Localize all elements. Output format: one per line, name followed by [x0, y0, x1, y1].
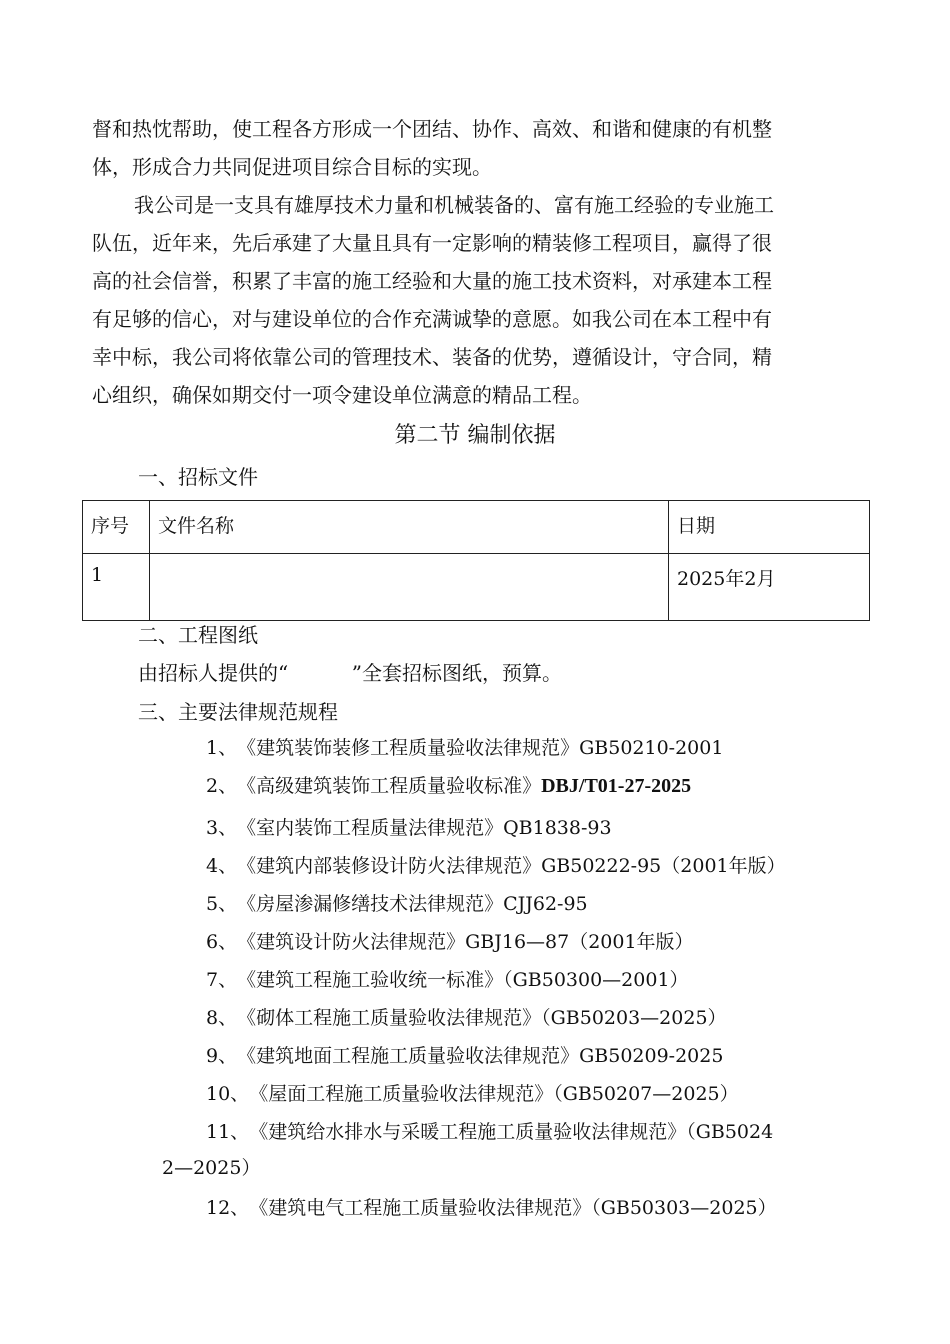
list-item: 12、《建筑电气工程施工质量验收法律规范》（GB50303—2025）: [206, 1197, 777, 1219]
subheading-standards: 三、主要法律规范规程: [138, 700, 338, 724]
header-cell-name: 文件名称: [150, 501, 669, 554]
list-item: 11、《建筑给水排水与采暖工程施工质量验收法律规范》（GB5024: [206, 1121, 774, 1143]
list-item: 4、《建筑内部装修设计防火法律规范》GB50222-95（2001年版）: [206, 855, 786, 877]
text-line: 队伍，近年来，先后承建了大量且具有一定影响的精装修工程项目，赢得了很: [92, 231, 772, 255]
paragraph-company-profile: [92, 186, 862, 414]
text-line: 心组织，确保如期交付一项令建设单位满意的精品工程。: [92, 383, 592, 407]
list-item: 3、《室内装饰工程质量法律规范》QB1838-93: [206, 817, 612, 839]
table-header-row: [83, 501, 870, 554]
text-line: 有足够的信心，对与建设单位的合作充满诚挚的意愿。如我公司在本工程中有: [92, 307, 772, 331]
list-item: 5、《房屋渗漏修缮技术法律规范》CJJ62-95: [206, 893, 588, 915]
list-item: 7、《建筑工程施工验收统一标准》（GB50300—2001）: [206, 969, 689, 991]
text-line: 督和热忱帮助，使工程各方形成一个团结、协作、高效、和谐和健康的有机整: [92, 117, 772, 141]
cell-name: [150, 554, 669, 621]
standard-code: DBJ/T01-27-2025: [541, 775, 692, 797]
table-row: [83, 554, 870, 621]
list-item: 2、《高级建筑装饰工程质量验收标准》DBJ/T01-27-2025: [206, 775, 692, 797]
list-item: 1、《建筑装饰装修工程质量验收法律规范》GB50210-2001: [206, 737, 724, 759]
drawings-description: 由招标人提供的“ ”全套招标图纸，预算。: [138, 661, 563, 685]
cell-date: 2025年2月: [669, 554, 870, 621]
subheading-bidding-documents: 一、招标文件: [138, 465, 258, 489]
section-title: 第二节 编制依据: [394, 423, 556, 448]
header-cell-index: 序号: [83, 501, 150, 554]
list-item-continuation: 2—2025）: [162, 1157, 261, 1179]
text-line: 体，形成合力共同促进项目综合目标的实现。: [92, 155, 492, 179]
text-line: 幸中标，我公司将依靠公司的管理技术、装备的优势，遵循设计，守合同，精: [92, 345, 772, 369]
paragraph-intro-continuation: [92, 110, 862, 186]
header-cell-date: 日期: [669, 501, 870, 554]
text-line: 高的社会信誉，积累了丰富的施工经验和大量的施工技术资料，对承建本工程: [92, 269, 772, 293]
cell-index: 1: [83, 554, 150, 621]
subheading-drawings: 二、工程图纸: [138, 623, 258, 647]
bidding-documents-table: [82, 500, 870, 621]
list-item: 6、《建筑设计防火法律规范》GBJ16—87（2001年版）: [206, 931, 694, 953]
list-item: 9、《建筑地面工程施工质量验收法律规范》GB50209-2025: [206, 1045, 724, 1067]
list-item: 8、《砌体工程施工质量验收法律规范》（GB50203—2025）: [206, 1007, 727, 1029]
list-item: 10、《屋面工程施工质量验收法律规范》（GB50207—2025）: [206, 1083, 739, 1105]
text-line: 我公司是一支具有雄厚技术力量和机械装备的、富有施工经验的专业施工: [134, 193, 774, 217]
